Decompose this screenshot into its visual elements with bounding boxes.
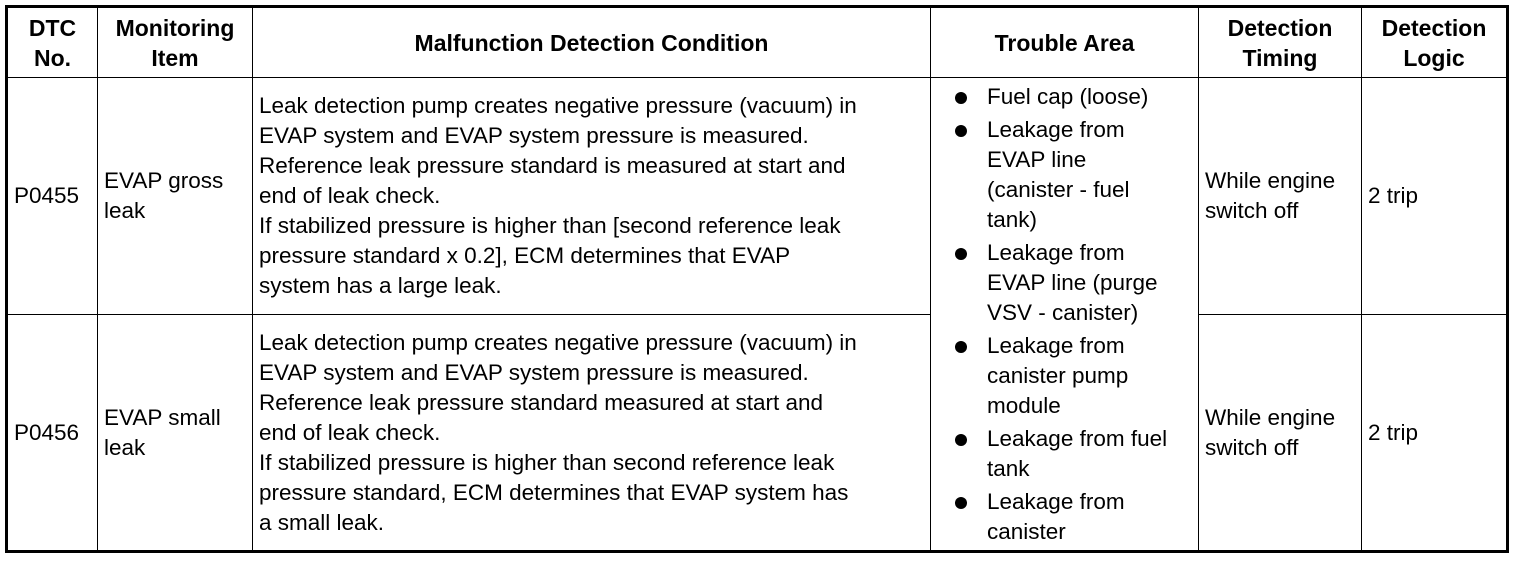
bullet-icon <box>955 434 967 446</box>
condition-line: system has a large leak. <box>259 273 502 298</box>
trouble-area-line: module <box>987 393 1061 418</box>
detection-timing <box>1199 315 1362 552</box>
condition-line: If stabilized pressure is higher than [second reference leak <box>259 213 841 238</box>
condition-line: end of leak check. <box>259 419 441 445</box>
trouble-area-line: Leakage from <box>987 333 1125 358</box>
header-row <box>7 7 1508 78</box>
detection-logic: 2 trip <box>1362 78 1508 315</box>
bullet-icon <box>955 341 967 353</box>
table-row <box>7 315 1508 552</box>
timing-line: switch off <box>1205 198 1299 223</box>
detection-condition <box>253 315 931 552</box>
header-dtc-line: DTC <box>28 14 77 41</box>
condition-line: end of leak check. <box>259 183 441 208</box>
condition-line: Leak detection pump creates negative pressure (vacuum) in <box>259 93 857 118</box>
monitoring-item <box>98 315 253 552</box>
header-detection-logic <box>1362 7 1508 78</box>
trouble-area-line: Leakage from <box>987 489 1125 514</box>
detection-timing <box>1199 78 1362 315</box>
header-logic-line: Logic <box>1403 44 1465 71</box>
condition-line: pressure standard x 0.2], ECM determines that EVAP <box>259 243 791 268</box>
trouble-area-line: (canister - fuel <box>987 177 1130 202</box>
header-dtc <box>7 7 98 78</box>
trouble-area-item <box>931 82 1198 112</box>
header-condition: Malfunction Detection Condition <box>253 7 931 78</box>
detection-logic: 2 trip <box>1362 315 1508 552</box>
monitoring-item-line: EVAP gross <box>104 168 224 193</box>
trouble-area <box>931 78 1199 552</box>
timing-line: While engine <box>1205 168 1336 193</box>
monitoring-item-line: EVAP small <box>104 404 221 430</box>
trouble-area-line: canister <box>987 519 1066 544</box>
table-row <box>7 78 1508 315</box>
trouble-area-line: Leakage from <box>987 240 1125 265</box>
trouble-area-line: tank <box>987 456 1030 481</box>
dtc-code: P0456 <box>7 315 98 552</box>
trouble-area-line: tank) <box>987 207 1038 232</box>
header-monitoring-line: Monitoring <box>115 14 235 41</box>
monitoring-item <box>98 78 253 315</box>
trouble-area-item <box>931 331 1198 421</box>
header-monitoring-item <box>98 7 253 78</box>
condition-line: a small leak. <box>259 509 385 535</box>
condition-line: Reference leak pressure standard measured at start and <box>259 389 824 415</box>
header-trouble-area: Trouble Area <box>931 7 1199 78</box>
header-monitoring-line: Item <box>151 44 199 71</box>
dtc-code: P0455 <box>7 78 98 315</box>
timing-line: While engine <box>1205 404 1336 430</box>
trouble-area-line: canister pump <box>987 363 1129 388</box>
monitoring-item-line: leak <box>104 434 146 460</box>
header-timing-line: Detection <box>1227 14 1333 41</box>
trouble-area-item <box>931 238 1198 328</box>
trouble-area-list <box>931 82 1198 547</box>
trouble-area-line: Leakage from <box>987 117 1125 142</box>
condition-line: EVAP system and EVAP system pressure is measured. <box>259 123 809 148</box>
monitoring-item-line: leak <box>104 198 146 223</box>
trouble-area-line: EVAP line <box>987 147 1087 172</box>
detection-condition <box>253 78 931 315</box>
bullet-icon <box>955 92 967 104</box>
timing-line: switch off <box>1205 434 1299 460</box>
trouble-area-line: EVAP line (purge <box>987 270 1158 295</box>
bullet-icon <box>955 497 967 509</box>
condition-line: EVAP system and EVAP system pressure is measured. <box>259 359 809 385</box>
dtc-table <box>5 5 1509 553</box>
condition-line: Reference leak pressure standard is measured at start and <box>259 153 846 178</box>
header-timing-line: Timing <box>1242 44 1318 71</box>
trouble-area-item <box>931 424 1198 484</box>
bullet-icon <box>955 248 967 260</box>
trouble-area-item <box>931 115 1198 235</box>
trouble-area-item <box>931 487 1198 547</box>
trouble-area-line: Fuel cap (loose) <box>987 84 1149 109</box>
condition-line: Leak detection pump creates negative pressure (vacuum) in <box>259 329 857 355</box>
bullet-icon <box>955 125 967 137</box>
header-dtc-line: No. <box>33 44 72 71</box>
header-logic-line: Detection <box>1381 14 1487 41</box>
condition-line: pressure standard, ECM determines that EVAP system has <box>259 479 849 505</box>
condition-line: If stabilized pressure is higher than second reference leak <box>259 449 835 475</box>
header-detection-timing <box>1199 7 1362 78</box>
trouble-area-line: VSV - canister) <box>987 300 1139 325</box>
trouble-area-line: Leakage from fuel <box>987 426 1168 451</box>
